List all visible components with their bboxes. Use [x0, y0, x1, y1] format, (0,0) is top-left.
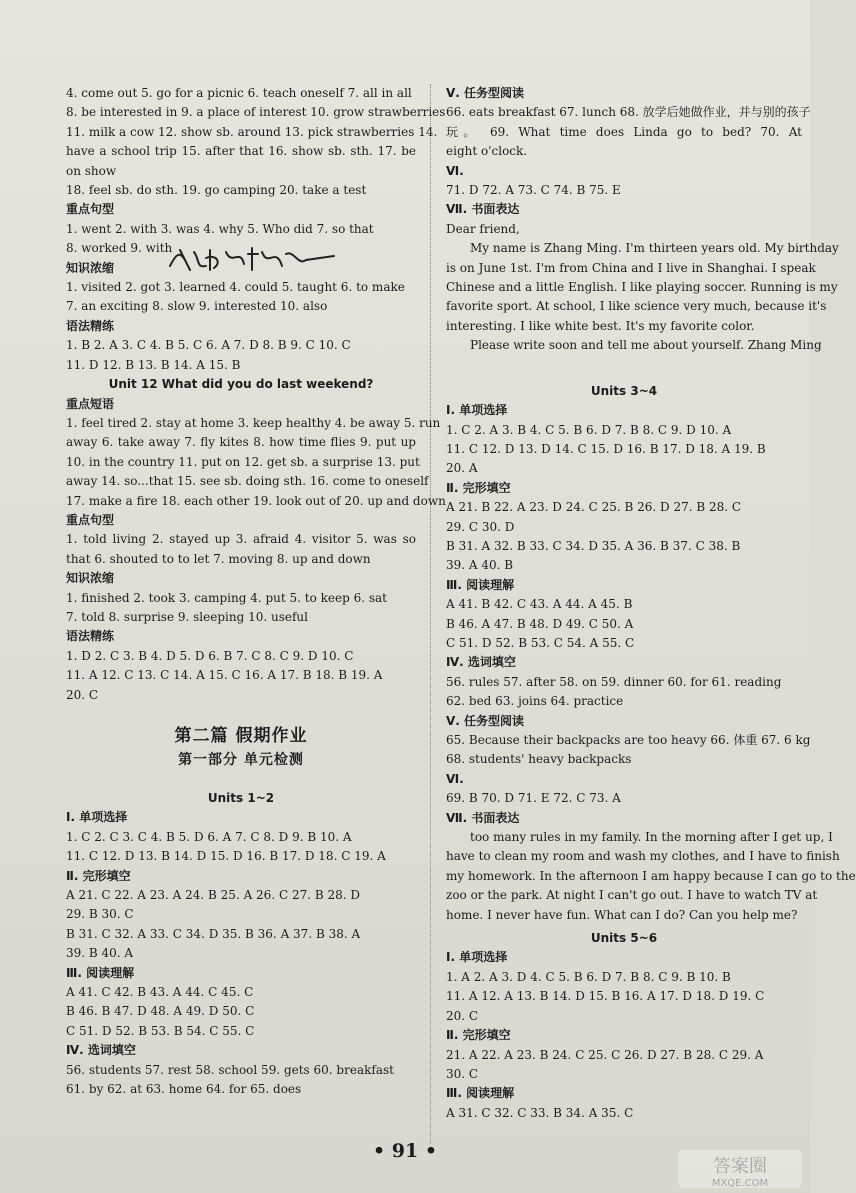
answer-line: 68. students' heavy backpacks — [446, 752, 632, 767]
section-heading: Ⅱ. 完形填空 — [446, 1028, 511, 1043]
section-heading: 知识浓缩 — [66, 571, 115, 586]
answer-line: 1. went 2. with 3. was 4. why 5. Who did 7. so that — [66, 221, 374, 236]
answer-line: 56. rules 57. after 58. on 59. dinner 60. for 61. reading — [446, 674, 782, 689]
answer-line: C 51. D 52. B 53. B 54. C 55. C — [66, 1023, 255, 1038]
right-answers-units-1-2-cont — [446, 84, 839, 356]
answer-line: 11. milk a cow 12. show sb. around 13. pick strawberries 14. — [66, 124, 438, 139]
svg-text:答案圈: 答案圈 — [713, 1156, 767, 1177]
unit-heading: Units 3~4 — [590, 383, 658, 398]
answer-line: 10. in the country 11. put on 12. get sb. a surprise 13. put — [66, 454, 420, 469]
answer-line: 7. an exciting 8. slow 9. interested 10. also — [66, 299, 328, 314]
answer-line: 11. D 12. B 13. B 14. A 15. B — [66, 357, 241, 372]
answer-line: 39. A 40. B — [446, 558, 514, 573]
answer-line: my homework. In the afternoon I am happy because I can go to the — [446, 868, 856, 883]
answer-line: 11. C 12. D 13. D 14. C 15. D 16. B 17. D 18. A 19. B — [446, 441, 766, 456]
answer-line: 1. C 2. A 3. B 4. C 5. B 6. D 7. B 8. C 9. D 10. A — [446, 422, 732, 437]
answer-line: A 21. B 22. A 23. D 24. C 25. B 26. D 27. B 28. C — [446, 500, 742, 515]
section-subtitle: 第一部分 单元检测 — [178, 752, 304, 768]
answer-line: away 14. so...that 15. see sb. doing sth. 16. come to oneself — [66, 474, 429, 489]
section-title: 第二篇 假期作业 — [174, 726, 308, 746]
answer-line: 8. worked 9. with — [66, 241, 173, 256]
answer-line: 29. C 30. D — [446, 519, 515, 534]
answer-line: 1. A 2. A 3. D 4. C 5. B 6. D 7. B 8. C 9. B 10. B — [446, 969, 731, 984]
section-heading: Ⅳ. 选词填空 — [446, 655, 516, 670]
section-heading: Ⅲ. 阅读理解 — [446, 1086, 515, 1101]
left-answers-units-1-2 — [66, 789, 416, 1100]
answer-line: B 31. C 32. A 33. C 34. D 35. B 36. A 37. B 38. A — [66, 926, 361, 941]
page-number: • 91 • — [373, 1140, 437, 1162]
answer-line: home. I never have fun. What can I do? Can you help me? — [446, 907, 798, 922]
answer-line: 11. A 12. A 13. B 14. D 15. B 16. A 17. D 18. D 19. C — [446, 989, 765, 1004]
section-heading: 重点短语 — [66, 396, 115, 411]
answer-line: 65. Because their backpacks are too heavy 66. 体重 67. 6 kg — [446, 733, 811, 747]
column-divider — [430, 84, 431, 1144]
answer-line: 18. feel sb. do sth. 19. go camping 20. take a test — [66, 183, 367, 198]
right-column — [446, 84, 856, 1123]
answer-line: A 41. B 42. C 43. A 44. A 45. B — [446, 597, 633, 612]
answer-line: B 46. B 47. D 48. A 49. D 50. C — [66, 1004, 255, 1019]
answer-line: 1. B 2. A 3. C 4. B 5. C 6. A 7. D 8. B 9. C 10. C — [66, 338, 351, 353]
answer-line: B 46. A 47. B 48. D 49. C 50. A — [446, 616, 634, 631]
answer-line: 1. finished 2. took 3. camping 4. put 5. to keep 6. sat — [66, 590, 388, 605]
left-column — [66, 84, 446, 1100]
section-heading: Ⅲ. 阅读理解 — [66, 965, 135, 980]
answer-line: B 31. A 32. B 33. C 34. D 35. A 36. B 37. C 38. B — [446, 538, 741, 553]
answer-line: have a school trip 15. after that 16. show sb. sth. 17. be — [66, 144, 416, 159]
answer-line: 20. C — [446, 1008, 479, 1023]
answer-line: My name is Zhang Ming. I'm thirteen years old. My birthday — [470, 241, 839, 256]
answer-line: zoo or the park. At night I can't go out. I have to watch TV at — [446, 888, 818, 903]
answer-line: 1. D 2. C 3. B 4. D 5. D 6. B 7. C 8. C 9. D 10. C — [66, 648, 354, 663]
answer-line: 20. C — [66, 687, 99, 702]
section-heading: Ⅰ. 单项选择 — [66, 810, 128, 825]
answer-line: Dear friend, — [446, 221, 520, 236]
answer-line: 66. eats breakfast 67. lunch 68. 放学后她做作业，并与别的孩子 — [446, 105, 811, 120]
answer-line: 17. make a fire 18. each other 19. look out of 20. up and down — [66, 493, 446, 508]
answer-line: 71. D 72. A 73. C 74. B 75. E — [446, 183, 621, 198]
left-answers-unit-11-12 — [66, 84, 446, 705]
svg-text:MXQE.COM: MXQE.COM — [711, 1178, 769, 1189]
answer-line: that 6. shouted to to let 7. moving 8. up and down — [66, 551, 371, 566]
section-heading: Ⅲ. 阅读理解 — [446, 577, 515, 592]
section-heading: 语法精练 — [66, 629, 115, 644]
section-heading: Ⅴ. 任务型阅读 — [446, 713, 525, 728]
section-heading: Ⅵ. — [446, 163, 464, 178]
section-heading: Ⅱ. 完形填空 — [446, 480, 511, 495]
answer-line: away 6. take away 7. fly kites 8. how time flies 9. put up — [66, 435, 416, 450]
answer-line: 20. A — [446, 461, 478, 476]
answer-line: 61. by 62. at 63. home 64. for 65. does — [66, 1082, 302, 1097]
answer-line: 1. C 2. C 3. C 4. B 5. D 6. A 7. C 8. D 9. B 10. A — [66, 829, 352, 844]
section-heading: Ⅶ. 书面表达 — [446, 810, 520, 825]
answer-line: 21. A 22. A 23. B 24. C 25. C 26. D 27. B 28. C 29. A — [446, 1047, 764, 1062]
answer-line: 56. students 57. rest 58. school 59. gets 60. breakfast — [66, 1062, 394, 1077]
handwritten-signature — [166, 240, 336, 276]
watermark-logo — [676, 1146, 804, 1192]
answer-line: A 41. C 42. B 43. A 44. C 45. C — [66, 985, 254, 1000]
answer-line: A 31. C 32. C 33. B 34. A 35. C — [446, 1105, 634, 1120]
answer-line: 39. B 40. A — [66, 946, 134, 961]
section-heading: Ⅰ. 单项选择 — [446, 403, 508, 418]
answer-line: Please write soon and tell me about yourself. Zhang Ming — [470, 338, 822, 353]
section-heading: 重点句型 — [66, 512, 115, 527]
answer-line: Chinese and a little English. I like playing soccer. Running is my — [446, 280, 838, 295]
section-heading: Ⅴ. 任务型阅读 — [446, 86, 525, 100]
section-heading: Ⅱ. 完形填空 — [66, 868, 131, 883]
answer-line: A 21. C 22. A 23. A 24. B 25. A 26. C 27. B 28. D — [66, 888, 360, 903]
answer-line: 30. C — [446, 1066, 479, 1081]
section-heading: 重点句型 — [66, 202, 115, 217]
answer-line: 7. told 8. surprise 9. sleeping 10. useful — [66, 609, 308, 624]
answer-line: interesting. I like white best. It's my favorite color. — [446, 318, 755, 333]
section-heading: 语法精练 — [66, 318, 115, 333]
answer-line: is on June 1st. I'm from China and I live in Shanghai. I speak — [446, 260, 816, 275]
answer-line: 1. visited 2. got 3. learned 4. could 5. taught 6. to make — [66, 280, 405, 295]
answer-line: have to clean my room and wash my clothes, and I have to finish — [446, 849, 840, 864]
section-heading: Ⅶ. 书面表达 — [446, 202, 520, 217]
answer-line: 11. C 12. D 13. B 14. D 15. D 16. B 17. D 18. C 19. A — [66, 849, 386, 864]
section-heading: Ⅰ. 单项选择 — [446, 950, 508, 965]
answer-line: 1. feel tired 2. stay at home 3. keep healthy 4. be away 5. run — [66, 415, 441, 430]
right-answers-units-3-6 — [446, 382, 856, 1123]
answer-line: 8. be interested in 9. a place of interest 10. grow strawberries — [66, 105, 446, 120]
unit-heading: Units 1~2 — [207, 791, 275, 805]
answer-line: 11. A 12. C 13. C 14. A 15. C 16. A 17. B 18. B 19. A — [66, 668, 383, 683]
answer-line: 4. come out 5. go for a picnic 6. teach oneself 7. all in all — [66, 86, 412, 100]
section-heading: Ⅳ. 选词填空 — [66, 1043, 136, 1058]
answer-line: 玩。 69. What time does Linda go to bed? 70. At — [446, 124, 802, 139]
answer-line: 1. told living 2. stayed up 3. afraid 4. visitor 5. was so — [66, 532, 416, 547]
answer-line: too many rules in my family. In the morning after I get up, I — [470, 830, 833, 845]
answer-line: 69. B 70. D 71. E 72. C 73. A — [446, 791, 621, 806]
unit-heading: Unit 12 What did you do last weekend? — [108, 377, 374, 392]
section-heading: 知识浓缩 — [66, 260, 115, 275]
answer-line: favorite sport. At school, I like science very much, because it's — [446, 299, 827, 314]
unit-heading: Units 5~6 — [590, 931, 658, 946]
answer-line: on show — [66, 163, 117, 178]
section-heading: Ⅵ. — [446, 771, 464, 786]
answer-line: 62. bed 63. joins 64. practice — [446, 694, 624, 709]
answer-line: C 51. D 52. B 53. C 54. A 55. C — [446, 635, 635, 650]
answer-line: eight o'clock. — [446, 144, 528, 159]
answer-line: 29. B 30. C — [66, 907, 134, 922]
